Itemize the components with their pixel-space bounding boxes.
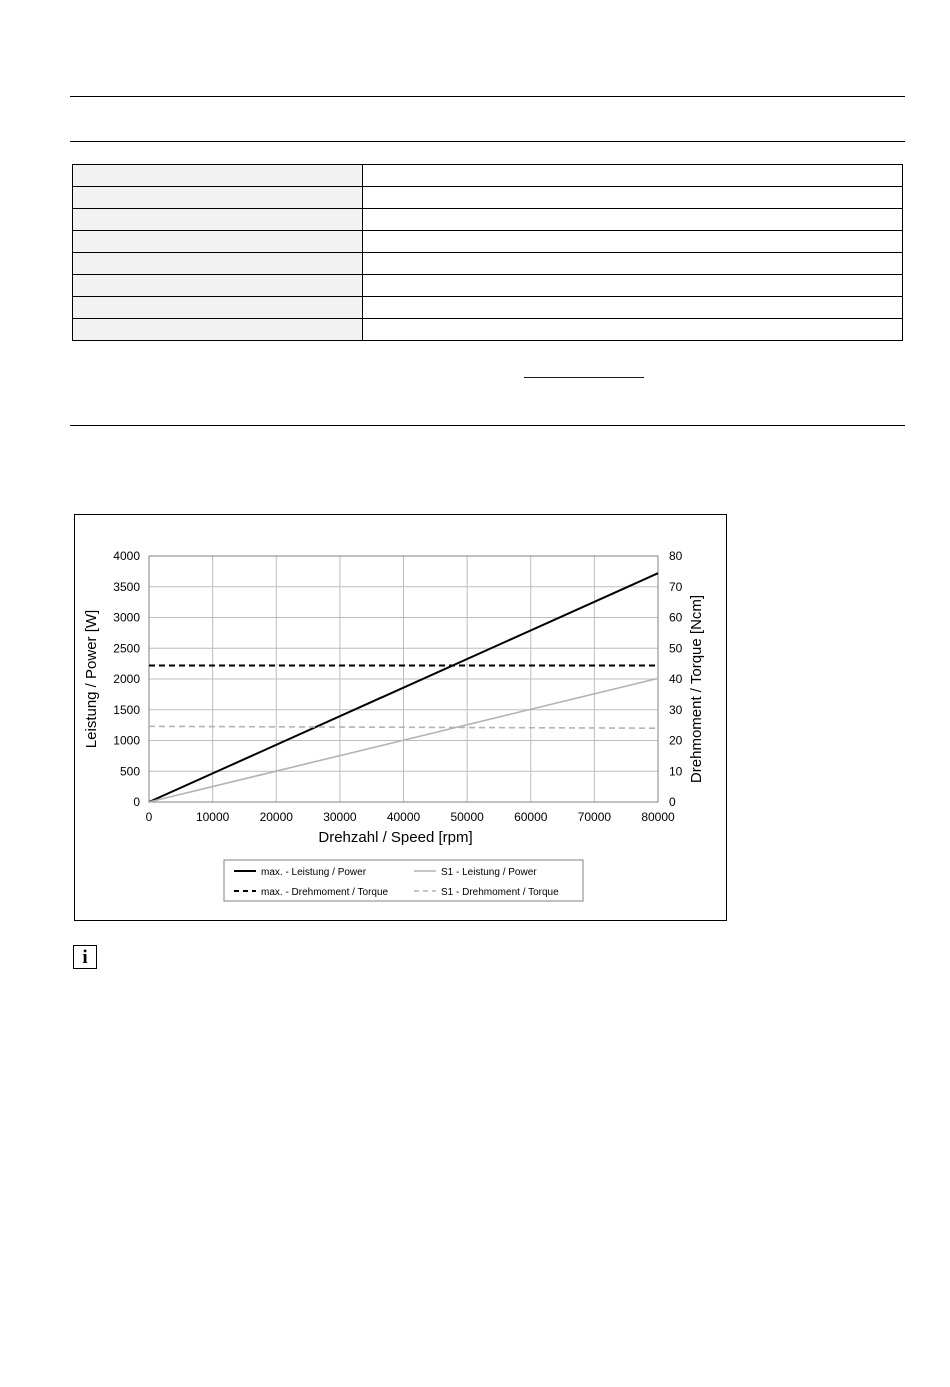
y-left-axis-label: Leistung / Power [W] xyxy=(83,609,100,749)
y-left-tick-label: 3000 xyxy=(113,610,140,625)
x-tick-label: 50000 xyxy=(450,810,484,824)
y-left-tick-label: 500 xyxy=(119,764,140,779)
table-label-cell xyxy=(73,209,363,231)
y-right-tick-label: 50 xyxy=(669,641,683,656)
legend-label: S1 - Leistung / Power xyxy=(441,867,537,878)
header-rule-bottom xyxy=(70,141,905,142)
info-icon xyxy=(73,945,97,969)
table-row xyxy=(73,275,903,297)
y-right-tick-label: 20 xyxy=(669,733,683,748)
table-row xyxy=(73,253,903,275)
x-tick-label: 70000 xyxy=(577,810,612,824)
table-value-cell xyxy=(363,165,903,187)
x-tick-label: 30000 xyxy=(323,810,357,824)
y-right-tick-label: 0 xyxy=(669,795,676,809)
legend-label: S1 - Drehmoment / Torque xyxy=(441,887,559,898)
y-left-tick-label: 3500 xyxy=(113,579,140,594)
y-right-tick-label: 60 xyxy=(669,610,683,625)
table-row xyxy=(73,209,903,231)
table-label-cell xyxy=(73,253,363,275)
table-value-cell xyxy=(363,319,903,341)
hyperlink-underline[interactable] xyxy=(524,377,644,378)
table-label-cell xyxy=(73,165,363,187)
table-row xyxy=(73,319,903,341)
y-left-tick-label: 1000 xyxy=(113,733,140,748)
spec-table xyxy=(72,164,903,341)
legend-label: max. - Drehmoment / Torque xyxy=(261,887,389,898)
table-row xyxy=(73,165,903,187)
y-left-tick-label: 2000 xyxy=(113,672,140,686)
x-tick-label: 10000 xyxy=(195,810,230,824)
series-line xyxy=(149,726,658,728)
table-label-cell xyxy=(73,319,363,341)
y-left-tick-label: 0 xyxy=(133,795,140,809)
power-torque-chart xyxy=(74,514,727,921)
table-label-cell xyxy=(73,231,363,253)
legend-label: max. - Leistung / Power xyxy=(261,867,367,878)
chart-svg xyxy=(75,515,726,920)
table-row xyxy=(73,297,903,319)
x-tick-label: 60000 xyxy=(514,810,548,824)
x-tick-label: 40000 xyxy=(386,810,421,824)
y-left-tick-label: 1500 xyxy=(113,702,140,717)
section-rule xyxy=(70,425,905,426)
table-value-cell xyxy=(363,253,903,275)
x-axis-label: Drehzahl / Speed [rpm] xyxy=(318,829,473,846)
table-value-cell xyxy=(363,275,903,297)
y-right-tick-label: 40 xyxy=(669,672,683,686)
y-right-tick-label: 10 xyxy=(669,764,683,779)
table-row xyxy=(73,187,903,209)
x-tick-label: 20000 xyxy=(259,810,293,824)
x-tick-label: 0 xyxy=(145,810,153,824)
table-label-cell xyxy=(73,187,363,209)
table-value-cell xyxy=(363,209,903,231)
y-right-tick-label: 80 xyxy=(669,549,683,563)
x-tick-label: 80000 xyxy=(641,810,675,824)
table-value-cell xyxy=(363,187,903,209)
table-row xyxy=(73,231,903,253)
y-right-axis-label: Drehmoment / Torque [Ncm] xyxy=(688,594,705,784)
info-icon-glyph: i xyxy=(82,946,88,968)
table-value-cell xyxy=(363,231,903,253)
y-right-tick-label: 30 xyxy=(669,702,683,717)
header-rule-top xyxy=(70,96,905,97)
y-left-tick-label: 4000 xyxy=(113,549,140,563)
table-label-cell xyxy=(73,297,363,319)
table-value-cell xyxy=(363,297,903,319)
y-left-tick-label: 2500 xyxy=(113,641,140,656)
y-right-tick-label: 70 xyxy=(669,579,683,594)
table-label-cell xyxy=(73,275,363,297)
